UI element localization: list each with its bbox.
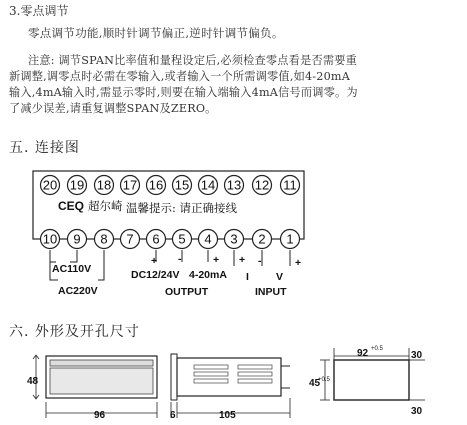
zero-adjust-description: 零点调节功能,顺时针调节偏正,逆时针调节偏负。: [28, 26, 284, 40]
side-offset-dim: 6: [170, 410, 176, 421]
current-input-label: I: [246, 271, 249, 283]
front-height-dim: 48: [27, 376, 39, 387]
note-line-3: 输入,4mA输入时,需显示零时,则要在输入端输入4mA信号而调零。为: [9, 86, 358, 99]
dc-minus-sign: -: [178, 253, 182, 265]
ac220-label: AC220V: [58, 285, 98, 297]
note-line-1: 注意: 调节SPAN比率值和量程设定后,必须检查零点看是否需要重: [28, 54, 358, 67]
ma-plus-sign: +: [213, 254, 220, 266]
cutout-outline: [334, 360, 409, 400]
note-line-4: 了减少误差,请重复调整SPAN及ZERO。: [9, 102, 217, 115]
wiring-hint: 温馨提示: 请正确接线: [126, 201, 238, 215]
top-terminal-label-13: 13: [226, 177, 242, 193]
input-minus-sign: -: [258, 255, 262, 267]
front-view-drawing: [27, 355, 157, 421]
top-terminal-label-19: 19: [69, 177, 85, 193]
cutout-width-tolerance: +0.5: [371, 346, 383, 352]
top-terminal-label-14: 14: [200, 177, 216, 193]
bottom-terminal-label-9: 9: [73, 231, 81, 247]
dc-voltage-label: DC12/24V: [131, 269, 180, 281]
input-label: INPUT: [255, 286, 287, 298]
margin-bottom-dim: 30: [411, 406, 423, 417]
bottom-terminal-label-7: 7: [126, 231, 134, 247]
dc-plus-sign: +: [151, 255, 158, 267]
top-terminal-label-16: 16: [148, 177, 164, 193]
bottom-terminal-label-10: 10: [42, 231, 58, 247]
output-label: OUTPUT: [165, 286, 209, 298]
bottom-terminal-label-1: 1: [286, 231, 294, 247]
bottom-terminal-label-2: 2: [258, 231, 266, 247]
cutout-height-tolerance: +0.5: [318, 377, 330, 383]
top-terminal-label-15: 15: [174, 177, 190, 193]
top-terminal-label-20: 20: [42, 177, 58, 193]
top-terminal-label-18: 18: [96, 177, 112, 193]
bottom-terminal-label-5: 5: [178, 231, 186, 247]
brand-name: 超尔崎: [88, 199, 123, 213]
wiring-diagram: [33, 171, 304, 298]
bottom-terminal-label-6: 6: [152, 231, 160, 247]
output-wires: [156, 250, 208, 262]
top-terminal-label-12: 12: [254, 177, 270, 193]
section-6-title: 六. 外形及开孔尺寸: [9, 324, 140, 340]
cutout-width-dim: 92: [357, 348, 369, 359]
section-3-title: 3.零点调节: [9, 4, 69, 18]
ac110-label: AC110V: [52, 263, 92, 275]
power-wire-110: [50, 250, 56, 262]
input-plus-sign: +: [239, 254, 246, 266]
margin-top-dim: 30: [411, 350, 423, 361]
bottom-terminal-label-3: 3: [230, 231, 238, 247]
voltage-input-label: V: [276, 271, 284, 283]
input-plus-sign-2: +: [295, 257, 302, 269]
top-terminal-label-11: 11: [283, 177, 297, 193]
top-terminal-label-17: 17: [122, 177, 138, 193]
note-line-2: 新调整,调零点时必需在零输入,或者输入一个所需调零值,如4-20mA: [9, 70, 350, 83]
panel-cutout-drawing: [309, 346, 425, 417]
bottom-terminal-label-8: 8: [100, 231, 108, 247]
side-length-dim: 105: [219, 410, 236, 421]
power-wire-common: [70, 250, 77, 262]
side-view-drawing: [170, 354, 290, 421]
section-5-title: 五. 连接图: [9, 140, 80, 156]
current-output-label: 4-20mA: [189, 269, 227, 281]
front-width-dim: 96: [94, 410, 106, 421]
bottom-terminal-label-4: 4: [204, 231, 212, 247]
cutout-height-dim: 45: [309, 378, 321, 389]
brand-logo: CEQ: [58, 199, 85, 213]
